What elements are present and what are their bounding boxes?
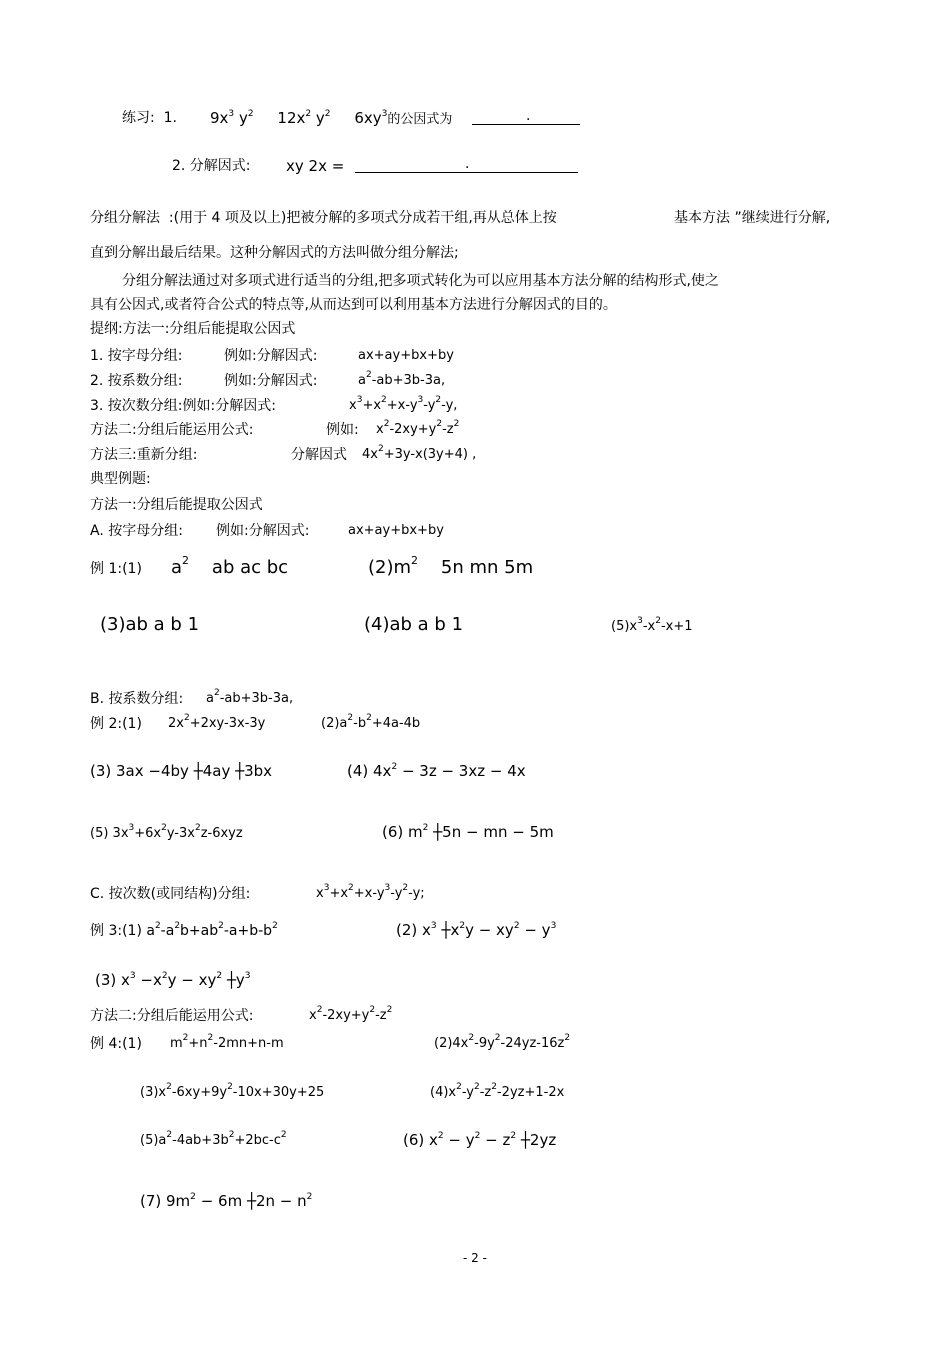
outline-method-2: 2. 按系数分组: (90, 373, 183, 389)
definition-term: 分组分解法 (90, 210, 160, 226)
outline-method-1: 1. 按字母分组: (90, 348, 183, 364)
exercise-1-expression: $9x^3$ $y^2$ $12x^2$ $y^2$ $6xy^3$的公因式为 (210, 109, 453, 127)
example-4-part-3: $(3)x^2-6xy+9y^2-10x+30y+25$ (140, 1082, 325, 1100)
definition-line-1: 分组分解法 :(用于 4 项及以上)把被分解的多项式分成若干组,再从总体上按 (90, 210, 557, 226)
example-4-label: 例 4:(1) (90, 1036, 142, 1052)
example-1-part-1: $a^2$ ab ac bc (171, 554, 289, 578)
outline-method-3: 3. 按次数分组:例如:分解因式: (90, 398, 276, 414)
paragraph-line-2: 具有公因式,或者符合公式的特点等,从而达到可以利用基本方法进行分解因式的目的。 (90, 297, 617, 313)
example-1-part-3: (3)ab a b 1 (100, 614, 200, 635)
example-2-label: 例 2:(1) (90, 716, 142, 732)
method-2-label: 方法二:分组后能运用公式: (90, 1008, 254, 1024)
example-4-part-5: $(5)a^2-4ab+3b^2+2bc-c^2$ (140, 1130, 287, 1148)
exercise-2-expression: xy 2x = (286, 157, 345, 175)
example-3-part-3: (3) $x^3 -x^2y - xy^2$ $┼y^3$ (95, 971, 251, 989)
example-1-part-2: $(2)m^2$ 5n mn 5m (368, 554, 534, 578)
exercise-label: 练习: (122, 110, 155, 126)
example-1-label: 例 1:(1) (90, 561, 142, 577)
example-3-part-1: 例 3:(1) $a^2-a^2b+ab^2-a+b-b^2$ (90, 921, 278, 939)
example-1-part-5: $(5)x^3-x^2-x+1$ (611, 616, 693, 634)
example-2-part-1: $2x^2+2xy-3x-3y$ (168, 713, 266, 731)
exercise-2-answer-blank[interactable]: . (355, 158, 578, 178)
example-2-part-6: (6) $m^2$ ┼5n − mn − 5m (382, 823, 554, 841)
example-2-part-3: (3) 3ax −4by ┼4ay ┼3bx (90, 762, 273, 780)
section-c-label: C. 按次数(或同结构)分组: (90, 886, 251, 902)
outline-method-5: 方法三:重新分组: (90, 447, 198, 463)
example-4-part-4: $(4)x^2-y^2-z^2-2yz+1-2x$ (430, 1082, 565, 1100)
document-page: 练习: 1. $9x^3$ $y^2$ $12x^2$ $y^2$ $6xy^3$的公因式为 . 2. 分解因式: xy 2x = . 分组分解法 :(用于 4 项及以上)把被分解的多项式分成若干组,再从总体上按 基本方法 ”继续进行分解, 直到分解出最后结果。这种分解因式的方法叫做分组分解法; 分组分解法通过对多项式进行适当的分组,把多项式转化为可以应用基本方法分解的结构形式,使之 具有公因式,或者符合公式的特点等,从而达到可以利用基本方法进行分解因式的目的。 提纲:方法一:分组后能提取公因式 1. 按字母分组: 例如:分解因式: ax+ay+bx+by 2. 按系数分组: 例如:分解因式: $a^2-ab+3b-3a$, 3. 按次数分组:例如:分解因式: $x^3+x^2+x-y^3-y^2-y$, 方法二:分组后能运用公式: 例如: $x^2-2xy+y^2-z^2$ 方法三:重新分组: 分解因式 $4x^2+3y-x(3y+4)$ , 典型例题: 方法一:分组后能提取公因式 A. 按字母分组: 例如:分解因式: ax+ay+bx+by 例 1:(1) $a^2$ ab ac bc $(2)m^2$ 5n mn 5m (3)ab a b 1 (4)ab a b 1 $(5)x^3-x^2-x+1$ B. 按系数分组: $a^2-ab+3b-3a$, 例 2:(1) $2x^2+2xy-3x-3y$ $(2)a^2-b^2+4a-4b$ (3) 3ax −4by ┼4ay ┼3bx (4) $4x^2 - 3z - 3xz - 4x$ (5) $3x^3+6x^2y-3x^2z-6xyz$ (6) $m^2$ ┼5n − mn − 5m C. 按次数(或同结构)分组: $x^3+x^2+x-y^3-y^2-y$; 例 3:(1) $a^2-a^2b+ab^2-a+b-b^2$ (2) $x^3$ $┼x^2y - xy^2 - y^3$ (3) $x^3 -x^2y - xy^2$ $┼y^3$ 方法二:分组后能运用公式: $x^2-2xy+y^2-z^2$ 例 4:(1) $m^2+n^2-2mn+n-m$ $(2)4x^2-9y^2-24yz-16z^2$ $(3)x^2-6xy+9y^2-10x+30y+25$ $(4)x^2-y^2-z^2-2yz+1-2x$ $(5)a^2-4ab+3b^2+2bc-c^2$ (6) $x^2 - y^2 - z^2$ ┼2yz (7) $9m^2 - 6m$ ┼2n − $n^2$ - 2 - (0, 0, 950, 1345)
typical-title: 典型例题: (90, 471, 151, 487)
example-4-part-6: (6) $x^2 - y^2 - z^2$ ┼2yz (403, 1131, 557, 1149)
example-4-part-2: $(2)4x^2-9y^2-24yz-16z^2$ (434, 1033, 571, 1051)
outline-title: 提纲:方法一:分组后能提取公因式 (90, 321, 296, 337)
outline-method-4: 方法二:分组后能运用公式: (90, 422, 254, 438)
page-number: - 2 - (463, 1251, 487, 1265)
example-2-part-4: (4) $4x^2 - 3z - 3xz - 4x$ (347, 762, 526, 780)
paragraph-line-1: 分组分解法通过对多项式进行适当的分组,把多项式转化为可以应用基本方法分解的结构形式,使之 (122, 273, 719, 289)
example-4-part-1: $m^2+n^2-2mn+n-m$ (170, 1033, 284, 1051)
example-3-part-2: (2) $x^3$ $┼x^2y - xy^2 - y^3$ (396, 921, 557, 939)
section-b-label: B. 按系数分组: (90, 691, 184, 707)
section-a-label: A. 按字母分组: (90, 523, 183, 539)
exercise-line-1: 练习: 1. (122, 110, 177, 126)
typical-method-1: 方法一:分组后能提取公因式 (90, 497, 263, 513)
definition-quote: 基本方法 ”继续进行分解, (674, 210, 831, 226)
example-2-part-2: $(2)a^2-b^2+4a-4b$ (321, 713, 421, 731)
example-1-part-4: (4)ab a b 1 (364, 614, 464, 635)
example-2-part-5: (5) $3x^3+6x^2y-3x^2z-6xyz$ (90, 823, 243, 841)
exercise-1-answer-blank[interactable]: . (472, 110, 580, 130)
definition-line-2: 直到分解出最后结果。这种分解因式的方法叫做分组分解法; (90, 245, 459, 261)
exercise-line-2: 2. 分解因式: (172, 158, 251, 174)
example-4-part-7: (7) $9m^2 - 6m$ ┼2n − $n^2$ (140, 1192, 313, 1210)
